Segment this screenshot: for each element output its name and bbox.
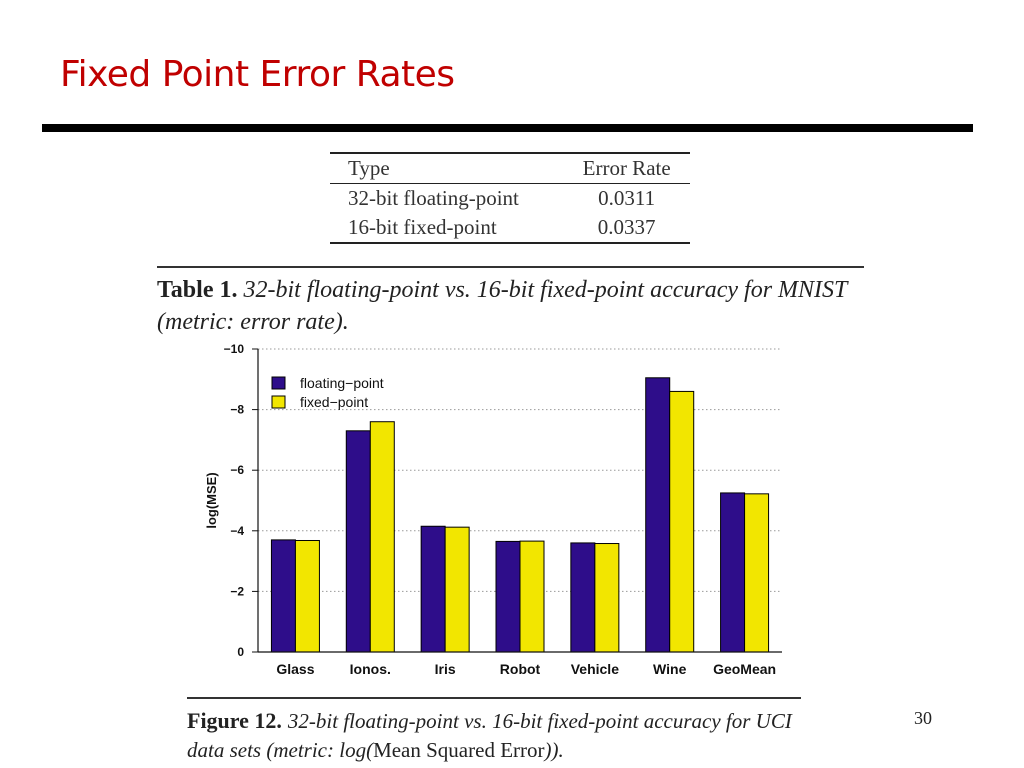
x-category-label: Robot bbox=[499, 661, 541, 677]
y-tick-label: −6 bbox=[230, 463, 244, 478]
figure-caption-end: )). bbox=[544, 738, 564, 762]
bar-fixed-point bbox=[745, 494, 769, 652]
legend-label: floating−point bbox=[300, 375, 384, 391]
bar-floating-point bbox=[646, 378, 670, 652]
x-category-label: Vehicle bbox=[570, 661, 619, 677]
x-category-label: Ionos. bbox=[349, 661, 391, 677]
y-axis-title: log(MSE) bbox=[204, 472, 219, 529]
figure-caption bbox=[187, 706, 812, 765]
figure-caption-label: Figure 12. bbox=[187, 708, 282, 733]
bar-floating-point bbox=[421, 526, 445, 652]
bar-fixed-point bbox=[595, 544, 619, 652]
bar-floating-point bbox=[496, 541, 520, 652]
x-category-label: Iris bbox=[434, 661, 456, 677]
slide-title: Fixed Point Error Rates bbox=[60, 54, 455, 95]
table-cell-error-rate: 0.0337 bbox=[597, 215, 656, 239]
bar-fixed-point bbox=[670, 391, 694, 652]
y-tick-label: −10 bbox=[223, 342, 244, 356]
figure-caption-text: 32-bit floating-point vs. 16-bit fixed-point accuracy for UCI data sets (metric: bbox=[187, 709, 792, 762]
x-category-label: Glass bbox=[276, 661, 315, 677]
legend-swatch bbox=[272, 396, 285, 408]
x-category-label: GeoMean bbox=[713, 661, 777, 677]
table-cell-error-rate: 0.0311 bbox=[598, 186, 656, 210]
y-tick-label: 0 bbox=[237, 645, 244, 659]
column-header-error-rate: Error Rate bbox=[582, 156, 671, 180]
column-header-type: Type bbox=[348, 156, 390, 180]
y-tick-label: −4 bbox=[230, 523, 244, 538]
bar-floating-point bbox=[571, 543, 595, 652]
figure-caption-math: log( bbox=[339, 738, 374, 762]
y-tick-label: −8 bbox=[230, 402, 244, 417]
page-number: 30 bbox=[914, 708, 932, 728]
y-tick-label: −2 bbox=[230, 584, 244, 599]
x-category-label: Wine bbox=[653, 661, 687, 677]
table-cell-type: 32-bit floating-point bbox=[348, 186, 519, 210]
figure-caption-metric: Mean Squared Error bbox=[373, 738, 545, 762]
bar-floating-point bbox=[721, 493, 745, 652]
figure-caption-rule bbox=[187, 697, 801, 699]
table-cell-type: 16-bit fixed-point bbox=[348, 215, 497, 239]
bar-fixed-point bbox=[445, 527, 469, 652]
table-caption-label: Table 1. bbox=[157, 277, 238, 303]
legend-swatch bbox=[272, 377, 285, 389]
bar-fixed-point bbox=[520, 541, 544, 652]
bar-floating-point bbox=[346, 431, 370, 652]
bar-floating-point bbox=[271, 540, 295, 652]
bar-fixed-point bbox=[370, 422, 394, 652]
legend-label: fixed−point bbox=[300, 394, 369, 410]
bar-fixed-point bbox=[295, 540, 319, 652]
table-caption-text: 32-bit floating-point vs. 16-bit fixed-point accuracy for MNIST (metric: error rate). bbox=[157, 277, 847, 335]
